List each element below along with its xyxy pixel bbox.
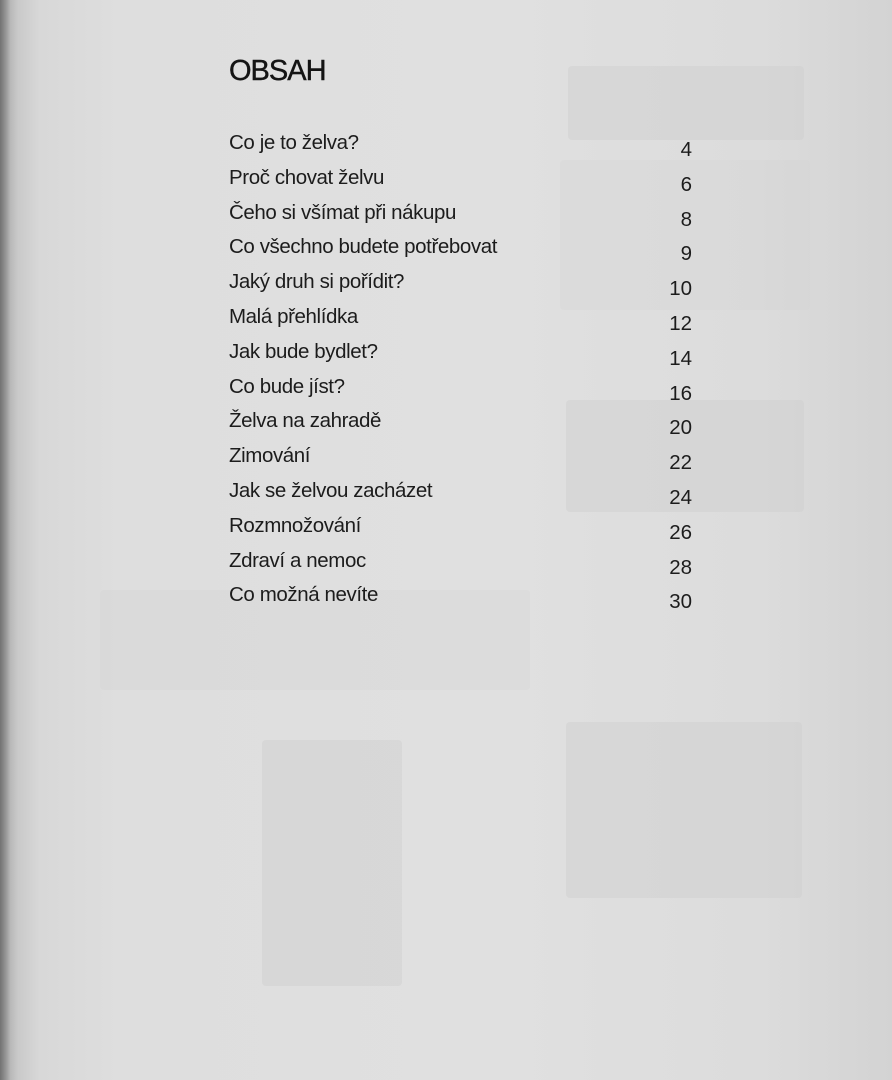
toc-entry-page: 6 <box>680 172 692 196</box>
toc-entry-page: 22 <box>669 451 692 475</box>
table-of-contents <box>229 131 692 618</box>
toc-entry <box>229 549 692 584</box>
toc-entry-title: Co bude jíst? <box>229 374 345 398</box>
toc-entry-title: Co je to želva? <box>229 131 359 154</box>
toc-entry-page: 10 <box>669 277 692 301</box>
toc-entry-page: 14 <box>669 346 692 370</box>
toc-entry-title: Co všechno budete potřebovat <box>229 235 498 259</box>
show-through-block <box>568 66 804 140</box>
toc-entry <box>229 270 692 305</box>
toc-entry-title: Proč chovat želvu <box>229 165 384 189</box>
toc-entry <box>229 166 692 201</box>
toc-entry-page: 28 <box>669 555 692 579</box>
show-through-block <box>262 740 402 986</box>
toc-entry <box>229 514 692 549</box>
toc-entry-title: Jaký druh si pořídit? <box>229 270 405 294</box>
toc-entry-page: 26 <box>669 520 692 544</box>
toc-entry-title: Jak bude bydlet? <box>229 339 378 363</box>
toc-entry <box>229 583 692 618</box>
toc-entry <box>229 479 692 514</box>
toc-entry <box>229 409 692 444</box>
toc-entry <box>229 444 692 479</box>
toc-entry-title: Rozmnožování <box>229 513 361 537</box>
toc-entry-title: Co možná nevíte <box>229 583 378 607</box>
toc-entry-page: 30 <box>669 590 692 614</box>
toc-entry <box>229 375 692 410</box>
toc-entry <box>229 305 692 340</box>
toc-entry <box>229 201 692 236</box>
spine-shadow <box>0 0 18 1080</box>
page-title: OBSAH <box>229 55 326 87</box>
toc-entry-title: Čeho si všímat při nákupu <box>229 200 457 224</box>
toc-entry <box>229 340 692 375</box>
toc-entry-title: Želva na zahradě <box>229 409 382 433</box>
toc-entry-page: 16 <box>669 381 692 405</box>
toc-entry-page: 24 <box>669 485 692 509</box>
toc-entry-page: 8 <box>680 207 692 231</box>
toc-entry <box>229 235 692 270</box>
toc-entry <box>229 131 692 166</box>
toc-entry-page: 9 <box>680 242 692 266</box>
toc-entry-page: 12 <box>669 311 692 335</box>
toc-entry-title: Malá přehlídka <box>229 304 358 328</box>
toc-entry-title: Zimování <box>229 444 311 468</box>
toc-entry-page: 4 <box>680 138 692 161</box>
toc-entry-title: Zdraví a nemoc <box>229 548 366 572</box>
toc-entry-page: 20 <box>669 416 692 440</box>
toc-entry-title: Jak se želvou zacházet <box>229 478 433 502</box>
show-through-block <box>566 722 802 898</box>
